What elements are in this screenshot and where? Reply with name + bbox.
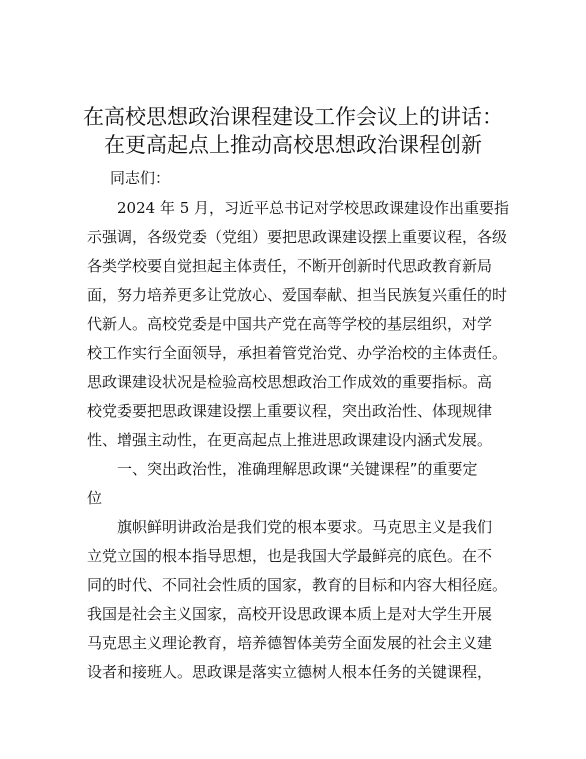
paragraph-1-line: 2024 年 5 月，习近平总书记对学校思政课建设作出重要指: [117, 199, 510, 217]
paragraph-1-line: 代新人。高校党委是中国共产党在高等学校的基层组织，对学: [87, 315, 493, 333]
paragraph-1-line: 面，努力培养更多让党放心、爱国奉献、担当民族复兴重任的时: [87, 286, 508, 304]
paragraph-1-line: 性、增强主动性，在更高起点上推进思政课建设内涵式发展。: [87, 431, 493, 449]
paragraph-1-line: 思政课建设状况是检验高校思想政治工作成效的重要指标。高: [87, 373, 493, 391]
section-heading-1-continued: 位: [87, 489, 103, 507]
section-heading-1: 一、突出政治性，准确理解思政课“关键课程”的重要定: [117, 460, 478, 478]
paragraph-2-line: 设者和接班人。思政课是落实立德树人根本任务的关键课程，: [87, 663, 493, 681]
paragraph-2-line: 立党立国的根本指导思想，也是我国大学最鲜亮的底色。在不: [87, 547, 493, 565]
document-title-line-2: 在更高起点上推动高校思想政治课程创新: [104, 133, 482, 157]
paragraph-1-line: 示强调，各级党委（党组）要把思政课建设摆上重要议程，各级: [87, 228, 508, 246]
paragraph-2-line: 同的时代、不同社会性质的国家，教育的目标和内容大相径庭。: [87, 576, 508, 594]
paragraph-2-line: 旗帜鲜明讲政治是我们党的根本要求。马克思主义是我们: [117, 518, 493, 536]
paragraph-2-line: 马克思主义理论教育，培养德智体美劳全面发展的社会主义建: [87, 634, 493, 652]
salutation: 同志们：: [110, 169, 171, 187]
paragraph-2-line: 我国是社会主义国家，高校开设思政课本质上是对大学生开展: [87, 605, 493, 623]
paragraph-1-line: 各类学校要自觉担起主体责任，不断开创新时代思政教育新局: [87, 257, 493, 275]
document-title-line-1: 在高校思想政治课程建设工作会议上的讲话：: [83, 105, 503, 129]
paragraph-1-line: 校工作实行全面领导，承担着管党治党、办学治校的主体责任。: [87, 344, 508, 362]
paragraph-1-line: 校党委要把思政课建设摆上重要议程，突出政治性、体现规律: [87, 402, 493, 420]
